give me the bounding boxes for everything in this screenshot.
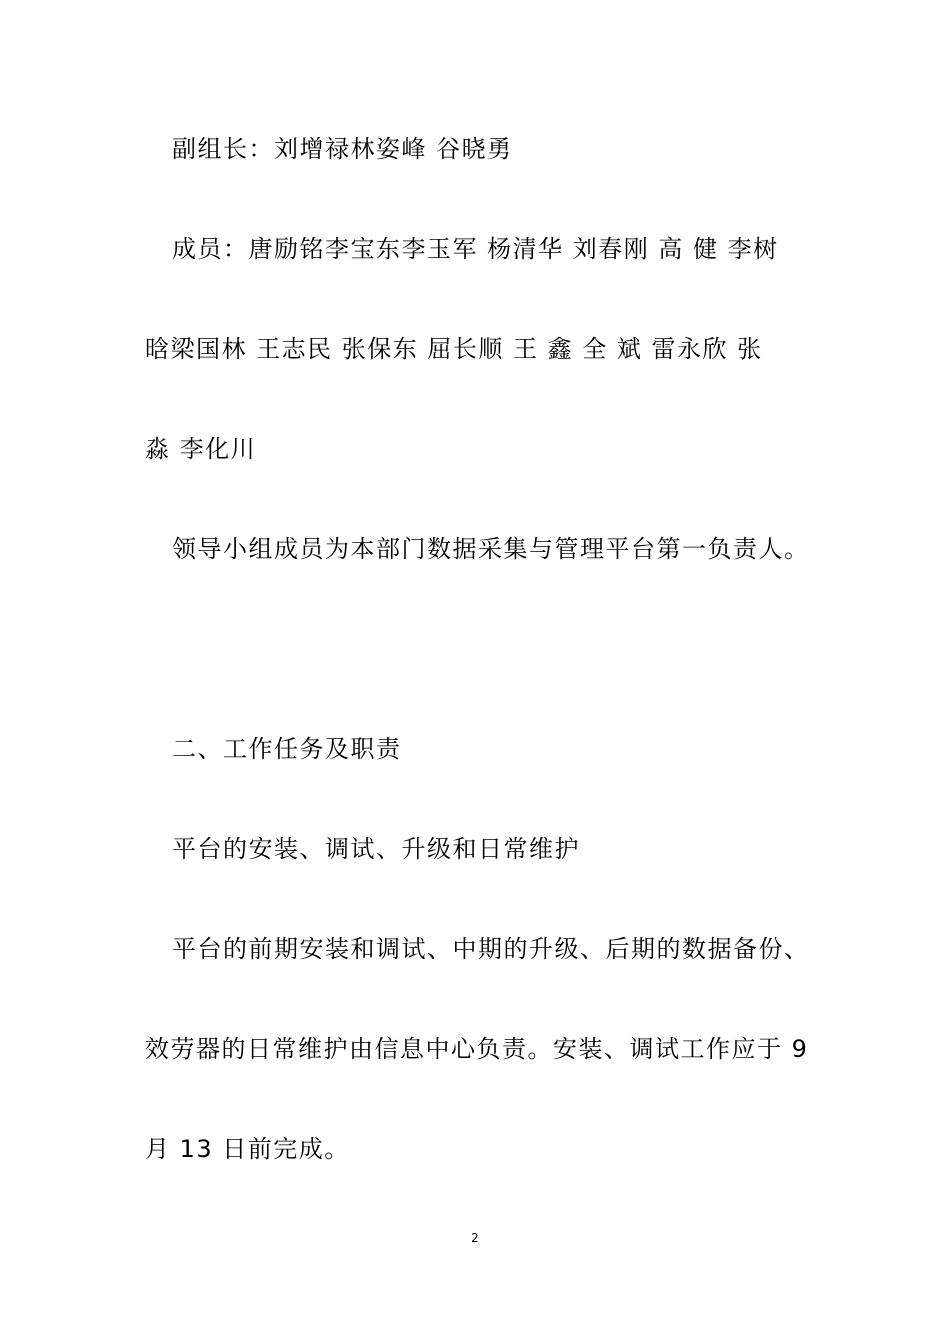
section-heading: 二、工作任务及职责 bbox=[172, 735, 402, 763]
deputy-leaders-line: 副组长：刘增禄林姿峰 谷晓勇 bbox=[172, 135, 513, 163]
members-line-2: 晗梁国林 王志民 张保东 屈长顺 王 鑫 全 斌 雷永欣 张 bbox=[145, 335, 763, 363]
paragraph-line-2: 效劳器的日常维护由信息中心负责。安装、调试工作应于 9 bbox=[145, 1035, 809, 1063]
page-number: 2 bbox=[471, 1231, 479, 1245]
leadership-note: 领导小组成员为本部门数据采集与管理平台第一负责人。 bbox=[172, 535, 810, 563]
paragraph-line-1: 平台的前期安装和调试、中期的升级、后期的数据备份、 bbox=[172, 935, 810, 963]
members-line-1: 成员：唐励铭李宝东李玉军 杨清华 刘春刚 高 健 李树 bbox=[172, 235, 779, 263]
members-line-3: 淼 李化川 bbox=[145, 435, 257, 463]
paragraph-line-3: 月 13 日前完成。 bbox=[145, 1135, 350, 1163]
subsection-heading: 平台的安装、调试、升级和日常维护 bbox=[172, 835, 580, 863]
